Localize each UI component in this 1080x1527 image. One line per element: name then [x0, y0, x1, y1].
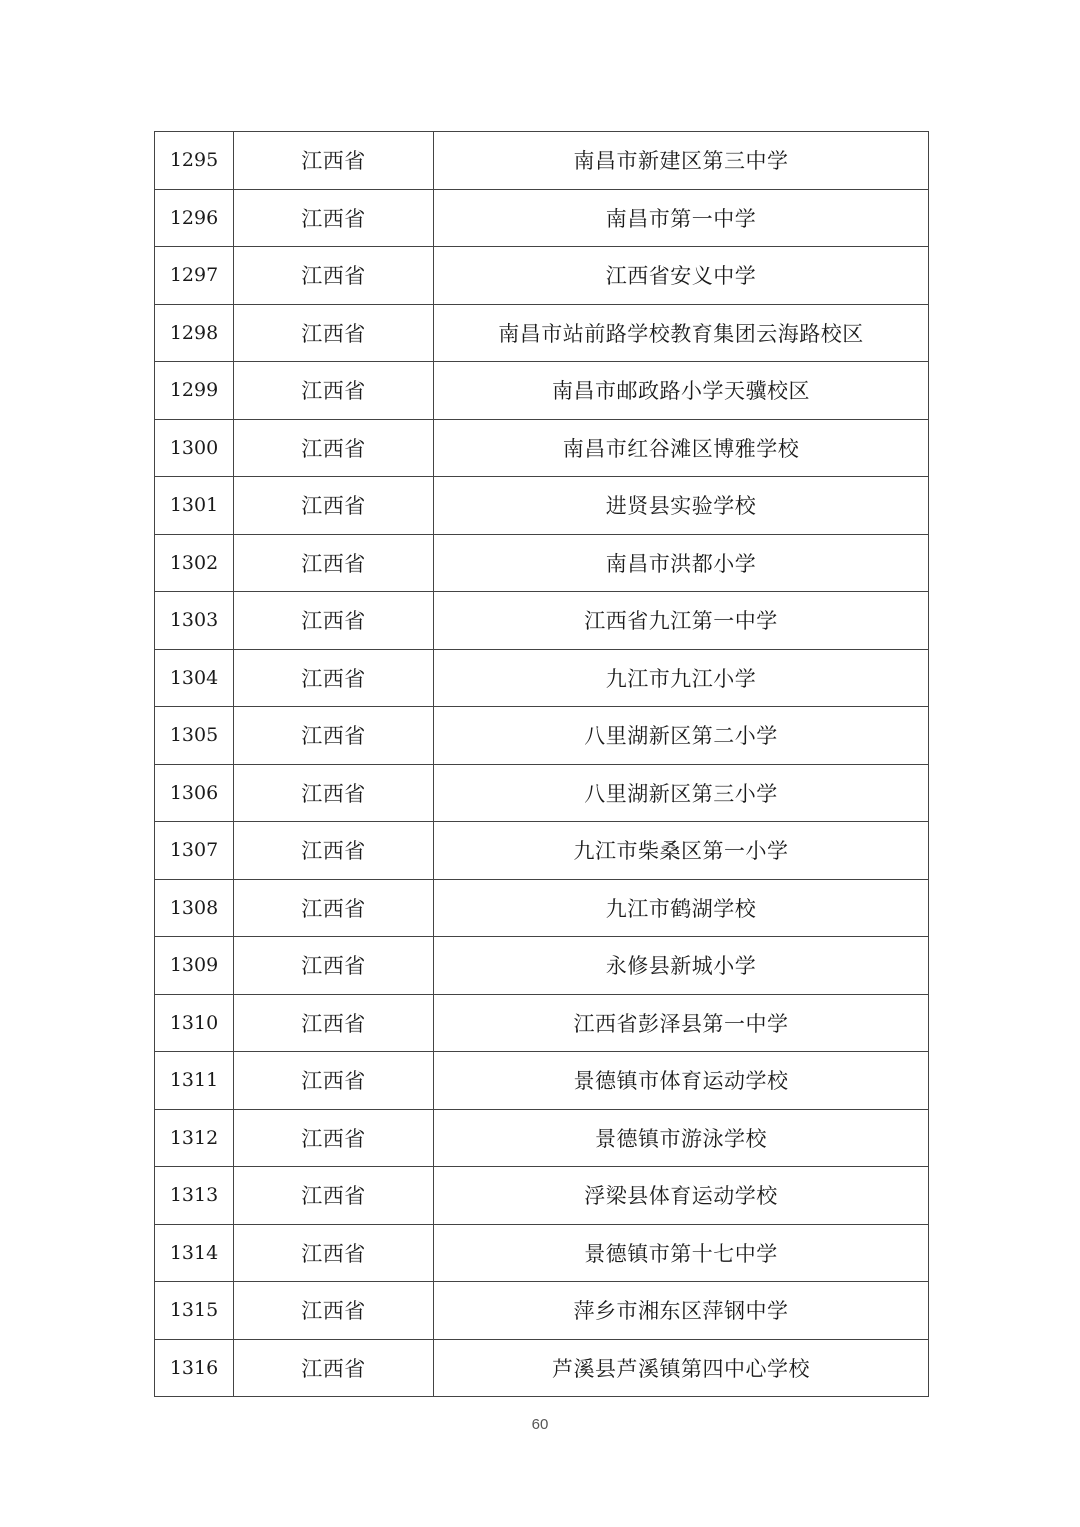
- school-name-cell: 景德镇市游泳学校: [434, 1109, 929, 1167]
- row-number-cell: 1297: [155, 247, 234, 305]
- table-row: [155, 592, 929, 650]
- row-number-cell: 1296: [155, 189, 234, 247]
- province-cell: 江西省: [234, 1052, 434, 1110]
- school-name-cell: 九江市九江小学: [434, 649, 929, 707]
- school-list-table: [154, 131, 929, 1397]
- school-name-cell: 景德镇市体育运动学校: [434, 1052, 929, 1110]
- row-number-cell: 1304: [155, 649, 234, 707]
- province-cell: 江西省: [234, 362, 434, 420]
- table-row: [155, 649, 929, 707]
- row-number-cell: 1300: [155, 419, 234, 477]
- province-cell: 江西省: [234, 707, 434, 765]
- row-number-cell: 1309: [155, 937, 234, 995]
- province-cell: 江西省: [234, 1224, 434, 1282]
- row-number-cell: 1316: [155, 1339, 234, 1397]
- row-number-cell: 1299: [155, 362, 234, 420]
- table-row: [155, 477, 929, 535]
- page-number: 60: [531, 1416, 549, 1433]
- school-name-cell: 九江市鹤湖学校: [434, 879, 929, 937]
- school-name-cell: 南昌市邮政路小学天骥校区: [434, 362, 929, 420]
- row-number-cell: 1307: [155, 822, 234, 880]
- province-cell: 江西省: [234, 1109, 434, 1167]
- table-body: [155, 132, 929, 1397]
- table-row: [155, 1052, 929, 1110]
- province-cell: 江西省: [234, 994, 434, 1052]
- table-row: [155, 1167, 929, 1225]
- table-row: [155, 1282, 929, 1340]
- province-cell: 江西省: [234, 419, 434, 477]
- school-name-cell: 南昌市新建区第三中学: [434, 132, 929, 190]
- school-name-cell: 萍乡市湘东区萍钢中学: [434, 1282, 929, 1340]
- row-number-cell: 1308: [155, 879, 234, 937]
- table-row: [155, 1339, 929, 1397]
- school-name-cell: 江西省九江第一中学: [434, 592, 929, 650]
- row-number-cell: 1306: [155, 764, 234, 822]
- school-name-cell: 芦溪县芦溪镇第四中心学校: [434, 1339, 929, 1397]
- row-number-cell: 1302: [155, 534, 234, 592]
- table-row: [155, 937, 929, 995]
- school-name-cell: 江西省安义中学: [434, 247, 929, 305]
- table-row: [155, 707, 929, 765]
- province-cell: 江西省: [234, 764, 434, 822]
- province-cell: 江西省: [234, 132, 434, 190]
- table-row: [155, 247, 929, 305]
- table-row: [155, 362, 929, 420]
- row-number-cell: 1315: [155, 1282, 234, 1340]
- province-cell: 江西省: [234, 822, 434, 880]
- province-cell: 江西省: [234, 937, 434, 995]
- row-number-cell: 1301: [155, 477, 234, 535]
- table-row: [155, 1109, 929, 1167]
- school-name-cell: 南昌市红谷滩区博雅学校: [434, 419, 929, 477]
- row-number-cell: 1312: [155, 1109, 234, 1167]
- row-number-cell: 1310: [155, 994, 234, 1052]
- table-row: [155, 419, 929, 477]
- row-number-cell: 1311: [155, 1052, 234, 1110]
- row-number-cell: 1313: [155, 1167, 234, 1225]
- table-row: [155, 879, 929, 937]
- province-cell: 江西省: [234, 879, 434, 937]
- row-number-cell: 1295: [155, 132, 234, 190]
- school-name-cell: 南昌市第一中学: [434, 189, 929, 247]
- row-number-cell: 1314: [155, 1224, 234, 1282]
- province-cell: 江西省: [234, 247, 434, 305]
- school-name-cell: 八里湖新区第二小学: [434, 707, 929, 765]
- province-cell: 江西省: [234, 1167, 434, 1225]
- table-row: [155, 534, 929, 592]
- school-name-cell: 永修县新城小学: [434, 937, 929, 995]
- table-row: [155, 764, 929, 822]
- school-name-cell: 九江市柴桑区第一小学: [434, 822, 929, 880]
- row-number-cell: 1298: [155, 304, 234, 362]
- province-cell: 江西省: [234, 592, 434, 650]
- school-name-cell: 景德镇市第十七中学: [434, 1224, 929, 1282]
- table-row: [155, 994, 929, 1052]
- table-row: [155, 304, 929, 362]
- school-name-cell: 浮梁县体育运动学校: [434, 1167, 929, 1225]
- table-row: [155, 1224, 929, 1282]
- province-cell: 江西省: [234, 477, 434, 535]
- school-name-cell: 八里湖新区第三小学: [434, 764, 929, 822]
- province-cell: 江西省: [234, 649, 434, 707]
- province-cell: 江西省: [234, 1339, 434, 1397]
- province-cell: 江西省: [234, 189, 434, 247]
- province-cell: 江西省: [234, 304, 434, 362]
- table-row: [155, 132, 929, 190]
- province-cell: 江西省: [234, 534, 434, 592]
- school-name-cell: 南昌市洪都小学: [434, 534, 929, 592]
- school-name-cell: 进贤县实验学校: [434, 477, 929, 535]
- province-cell: 江西省: [234, 1282, 434, 1340]
- table-row: [155, 822, 929, 880]
- school-name-cell: 南昌市站前路学校教育集团云海路校区: [434, 304, 929, 362]
- row-number-cell: 1305: [155, 707, 234, 765]
- table-row: [155, 189, 929, 247]
- row-number-cell: 1303: [155, 592, 234, 650]
- school-name-cell: 江西省彭泽县第一中学: [434, 994, 929, 1052]
